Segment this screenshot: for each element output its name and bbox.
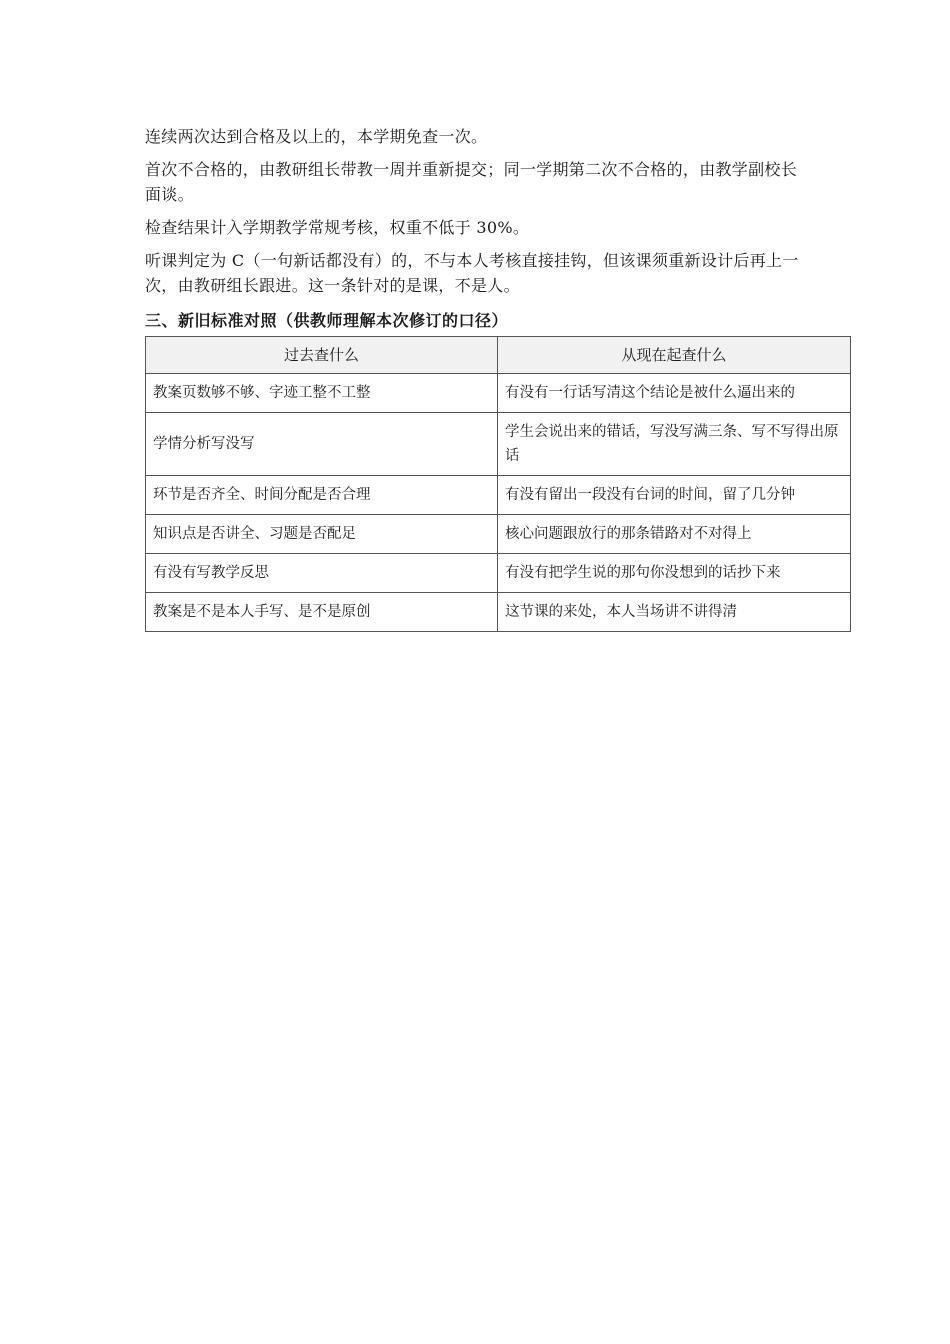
table-row (146, 515, 851, 554)
cell-old: 有没有写教学反思 (146, 554, 498, 593)
cell-new: 这节课的来处，本人当场讲不讲得清 (498, 593, 851, 632)
cell-old: 知识点是否讲全、习题是否配足 (146, 515, 498, 554)
column-header-new: 从现在起查什么 (498, 337, 851, 374)
cell-new: 有没有把学生说的那句你没想到的话抄下来 (498, 554, 851, 593)
paragraph-exemption: 连续两次达到合格及以上的，本学期免查一次。 (145, 127, 488, 146)
cell-new: 有没有一行话写清这个结论是被什么逼出来的 (498, 374, 851, 413)
table-row (146, 374, 851, 413)
document-page (145, 124, 850, 632)
cell-new: 核心问题跟放行的那条错路对不对得上 (498, 515, 851, 554)
table-row (146, 413, 851, 476)
table-row (146, 593, 851, 632)
table-row (146, 476, 851, 515)
paragraph-failure-handling: 首次不合格的，由教研组长带教一周并重新提交；同一学期第二次不合格的，由教学副校长面谈。 (145, 160, 798, 204)
cell-old: 教案是不是本人手写、是不是原创 (146, 593, 498, 632)
section-heading: 三、新旧标准对照（供教师理解本次修订的口径） (145, 311, 509, 330)
cell-new: 学生会说出来的错话，写没写满三条、写不写得出原话 (498, 413, 851, 476)
comparison-table (145, 336, 851, 632)
table-row (146, 554, 851, 593)
cell-old: 学情分析写没写 (146, 413, 498, 476)
paragraph-lesson-rating: 听课判定为 C（一句新话都没有）的，不与本人考核直接挂钩，但该课须重新设计后再上一次，由教研组长跟进。这一条针对的是课，不是人。 (145, 251, 799, 295)
paragraph-weight: 检查结果计入学期教学常规考核，权重不低于 30%。 (145, 218, 530, 237)
cell-old: 环节是否齐全、时间分配是否合理 (146, 476, 498, 515)
column-header-old: 过去查什么 (146, 337, 498, 374)
cell-new: 有没有留出一段没有台词的时间，留了几分钟 (498, 476, 851, 515)
cell-old: 教案页数够不够、字迹工整不工整 (146, 374, 498, 413)
table-header-row (146, 337, 851, 374)
